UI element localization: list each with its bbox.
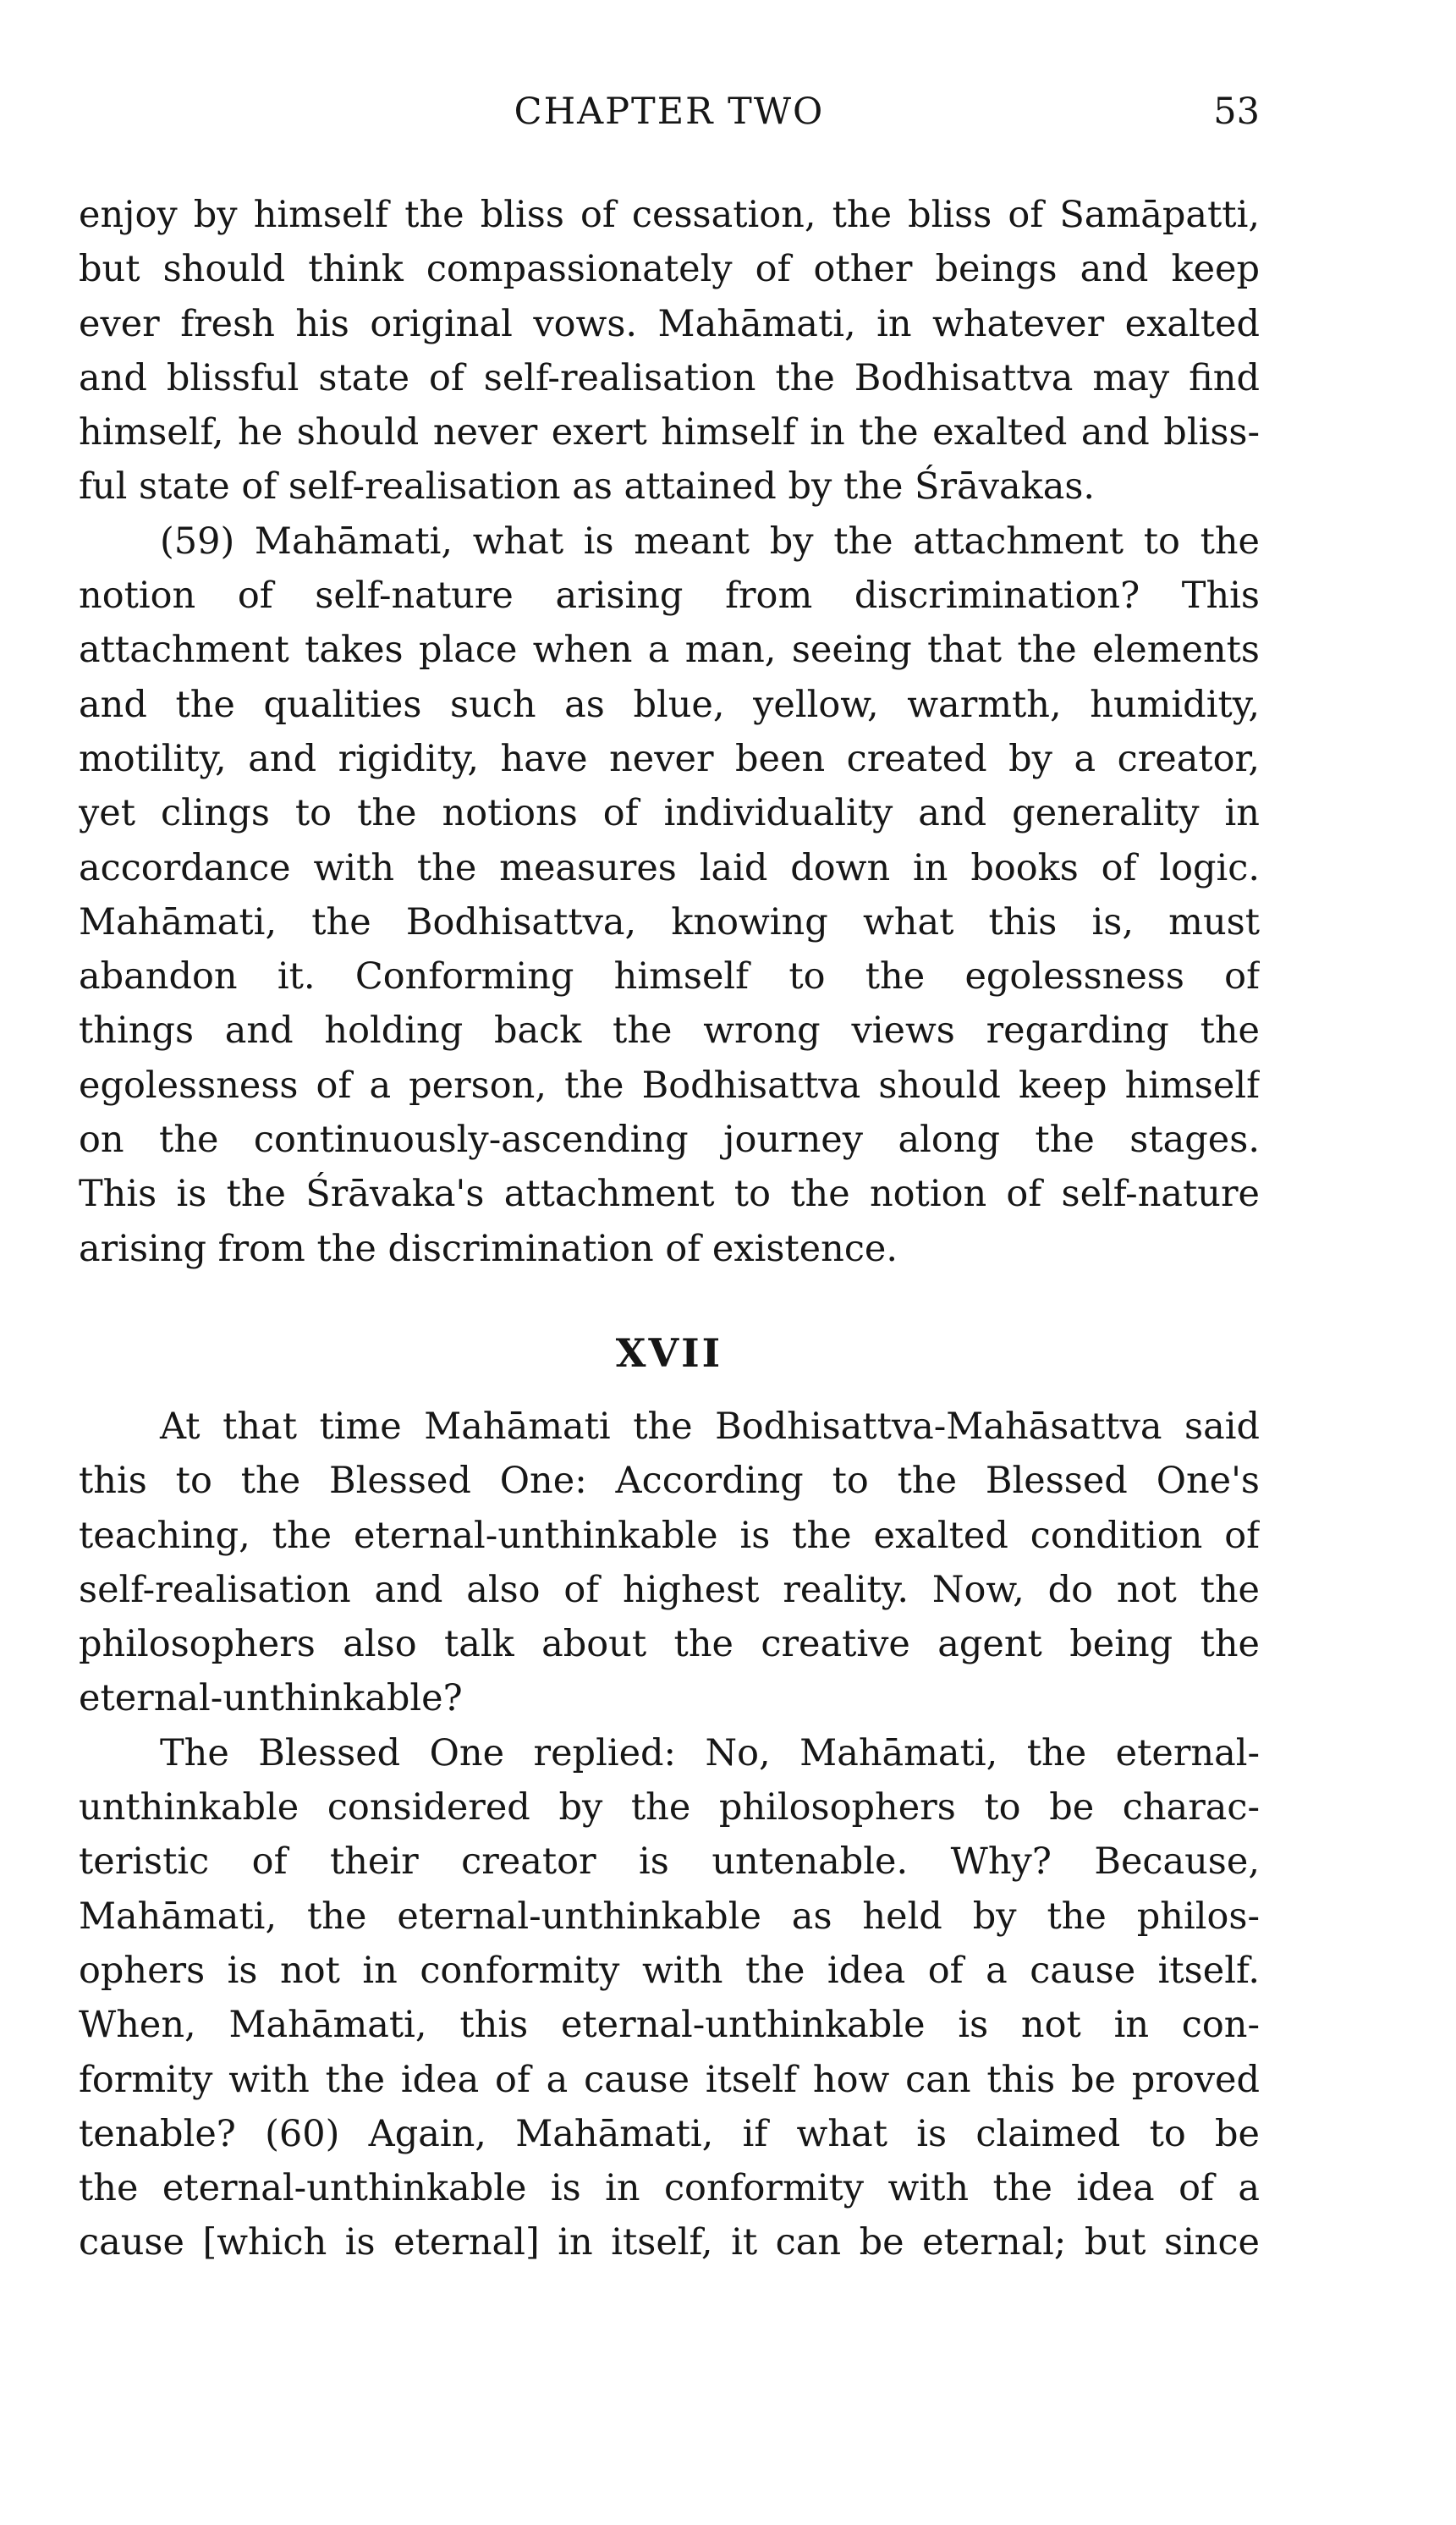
text-line: Mahāmati, the Bodhisattva, knowing what this is, must (79, 900, 1260, 943)
text-line: accordance with the measures laid down in books of logic. (79, 846, 1260, 889)
page-number: 53 (1213, 91, 1260, 133)
text-line: on the continuously-ascending journey along the stages. (79, 1119, 1260, 1162)
text-line: (59) Mahāmati, what is meant by the attachment to the (160, 520, 1260, 563)
text-line: ever fresh his original vows. Mahāmati, in whatever exalted (79, 302, 1260, 345)
text-line: This is the Śrāvaka's attachment to the notion of self-nature (79, 1173, 1260, 1216)
text-line: formity with the idea of a cause itself how can this be proved (79, 2058, 1260, 2101)
text-line: The Blessed One replied: No, Mahāmati, the eternal- (160, 1731, 1260, 1774)
running-head (79, 86, 1260, 137)
text-line: At that time Mahāmati the Bodhisattva-Mahāsattva said (160, 1405, 1260, 1448)
text-line: enjoy by himself the bliss of cessation, the bliss of Samāpatti, (79, 194, 1260, 236)
text-line: this to the Blessed One: According to the Blessed One's (79, 1460, 1260, 1503)
text-line: motility, and rigidity, have never been created by a creator, (79, 737, 1260, 780)
text-line: himself, he should never exert himself in the exalted and bliss- (79, 411, 1260, 454)
text-line: Mahāmati, the eternal-unthinkable as held by the philos- (79, 1895, 1260, 1938)
running-title: CHAPTER TWO (514, 91, 825, 133)
text-line: arising from the discrimination of existence. (79, 1227, 898, 1270)
text-line: but should think compassionately of other beings and keep (79, 248, 1260, 291)
book-page (79, 0, 1260, 2525)
text-line: abandon it. Conforming himself to the egolessness of (79, 955, 1260, 998)
text-line: unthinkable considered by the philosophers to be charac- (79, 1786, 1260, 1829)
text-line: tenable? (60) Again, Mahāmati, if what is claimed to be (79, 2112, 1260, 2155)
text-line: and the qualities such as blue, yellow, warmth, humidity, (79, 683, 1260, 726)
text-line: When, Mahāmati, this eternal-unthinkable is not in con- (79, 2004, 1260, 2047)
text-line: philosophers also talk about the creative agent being the (79, 1623, 1260, 1666)
text-line: self-realisation and also of highest reality. Now, do not the (79, 1568, 1260, 1611)
body-text (79, 188, 1260, 2270)
section-heading: XVII (615, 1329, 723, 1376)
text-line: cause [which is eternal] in itself, it can be eternal; but since (79, 2221, 1260, 2264)
text-line: ophers is not in conformity with the idea of a cause itself. (79, 1949, 1260, 1992)
text-line: ful state of self-realisation as attained by the Śrāvakas. (79, 465, 1096, 509)
text-line: the eternal-unthinkable is in conformity with the idea of a (79, 2167, 1260, 2210)
text-line: teristic of their creator is untenable. Why? Because, (79, 1840, 1260, 1884)
text-line: attachment takes place when a man, seeing that the elements (79, 629, 1260, 672)
text-line: eternal-unthinkable? (79, 1677, 463, 1720)
text-line: and blissful state of self-realisation the Bodhisattva may find (79, 356, 1260, 399)
text-line: things and holding back the wrong views regarding the (79, 1009, 1260, 1053)
text-line: teaching, the eternal-unthinkable is the exalted condition of (79, 1514, 1260, 1557)
text-line: yet clings to the notions of individuality and generality in (79, 792, 1260, 835)
text-line: notion of self-nature arising from discrimination? This (79, 575, 1260, 618)
text-line: egolessness of a person, the Bodhisattva should keep himself (79, 1064, 1260, 1107)
